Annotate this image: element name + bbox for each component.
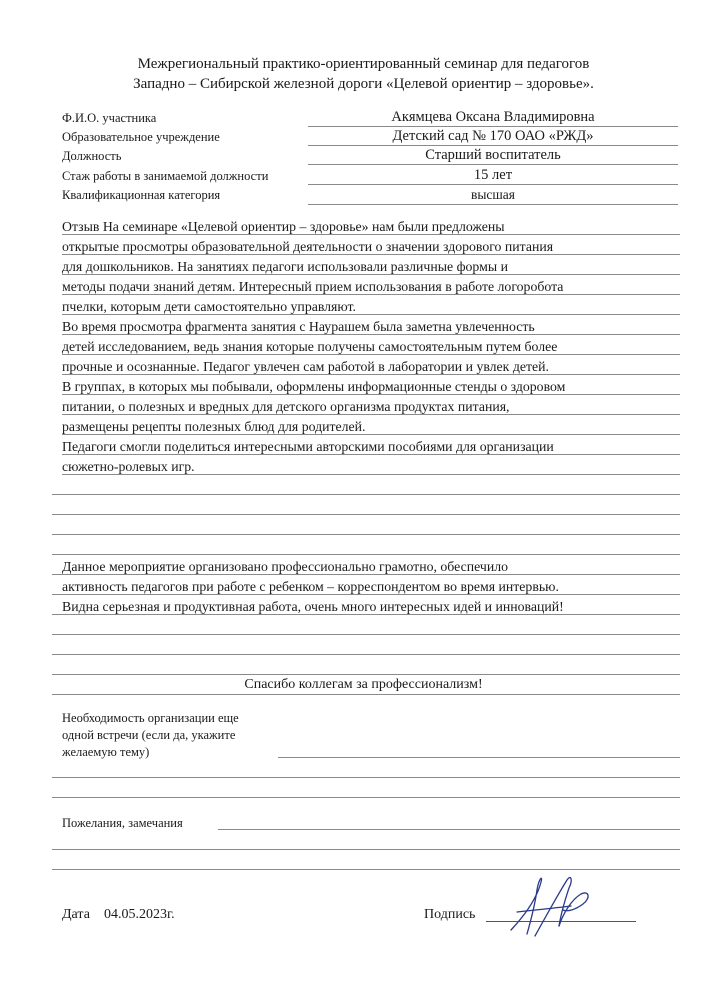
review-conclusion-line: активность педагогов при работе с ребенком – корреспондентом во время интервью. — [62, 579, 559, 594]
thanks-text: Спасибо коллегам за профессионализм! — [244, 677, 483, 692]
form-rule-line — [52, 494, 680, 495]
handwritten-signature — [505, 870, 615, 945]
form-rule-line — [52, 514, 680, 515]
form-rule-line — [52, 849, 680, 850]
review-line: сюжетно-ролевых игр. — [62, 459, 195, 474]
date-value: 04.05.2023г. — [104, 907, 175, 922]
fio-value: Акямцева Оксана Владимировна — [391, 109, 595, 125]
wishes-label: Пожелания, замечания — [62, 816, 183, 830]
review-line: детей исследованием, ведь знания которые получены самостоятельным путем более — [62, 339, 558, 354]
form-rule-line — [218, 829, 680, 830]
category-value: высшая — [470, 187, 516, 202]
experience-value: 15 лет — [473, 167, 513, 183]
form-rule-line — [52, 554, 680, 555]
review-line: Во время просмотра фрагмента занятия с Наурашем была заметна увлеченность — [62, 319, 535, 334]
date-label: Дата — [62, 907, 90, 922]
form-rule-line — [52, 634, 680, 635]
review-line: методы подачи знаний детям. Интересный прием использования в работе логоробота — [62, 279, 564, 294]
category-underline — [308, 204, 678, 205]
form-rule-line — [52, 534, 680, 535]
seminar-title-line2: Западно – Сибирской железной дороги «Целевой ориентир – здоровье». — [133, 76, 594, 92]
form-rule-line — [52, 674, 680, 675]
review-line: Педагоги смогли поделиться интересными авторскими пособиями для организации — [62, 439, 554, 454]
review-line: пчелки, которым дети самостоятельно управляют. — [62, 299, 356, 314]
review-line: Отзыв На семинаре «Целевой ориентир – здоровье» нам были предложены — [62, 219, 505, 234]
next-meeting-label-line: одной встречи (если да, укажите — [62, 728, 236, 742]
org-label: Образовательное учреждение — [62, 130, 220, 144]
position-underline — [308, 164, 678, 165]
seminar-title-line1: Межрегиональный практико-ориентированный семинар для педагогов — [137, 56, 590, 72]
review-line: прочные и осознанные. Педагог увлечен сам работой в лаборатории и увлек детей. — [62, 359, 549, 374]
review-conclusion-line: Видна серьезная и продуктивная работа, очень много интересных идей и инноваций! — [62, 599, 564, 614]
next-meeting-label-line: Необходимость организации еще — [62, 711, 239, 725]
review-line: для дошкольников. На занятиях педагоги использовали различные формы и — [62, 259, 508, 274]
experience-underline — [308, 184, 678, 185]
review-conclusion-line: Данное мероприятие организовано профессионально грамотно, обеспечило — [62, 559, 508, 574]
position-label: Должность — [62, 149, 122, 163]
next-meeting-label-line: желаемую тему) — [62, 745, 150, 759]
review-line: размещены рецепты полезных блюд для родителей. — [62, 419, 366, 434]
review-line: открытые просмотры образовательной деятельности о значении здорового питания — [62, 239, 554, 254]
review-line: В группах, в которых мы побывали, оформлены информационные стенды о здоровом — [62, 379, 566, 394]
form-rule-line — [52, 654, 680, 655]
signature-label: Подпись — [424, 907, 476, 922]
experience-label: Стаж работы в занимаемой должности — [62, 169, 269, 183]
form-rule-line — [52, 797, 680, 798]
fio-label: Ф.И.О. участника — [62, 111, 157, 125]
org-value: Детский сад № 170 ОАО «РЖД» — [392, 128, 594, 144]
category-label: Квалификационная категория — [62, 188, 221, 202]
form-rule-line — [278, 757, 680, 758]
review-line: питании, о полезных и вредных для детского организма продуктах питания, — [62, 399, 510, 414]
form-rule-line — [52, 777, 680, 778]
form-rule-line — [52, 694, 680, 695]
position-value: Старший воспитатель — [425, 147, 561, 163]
